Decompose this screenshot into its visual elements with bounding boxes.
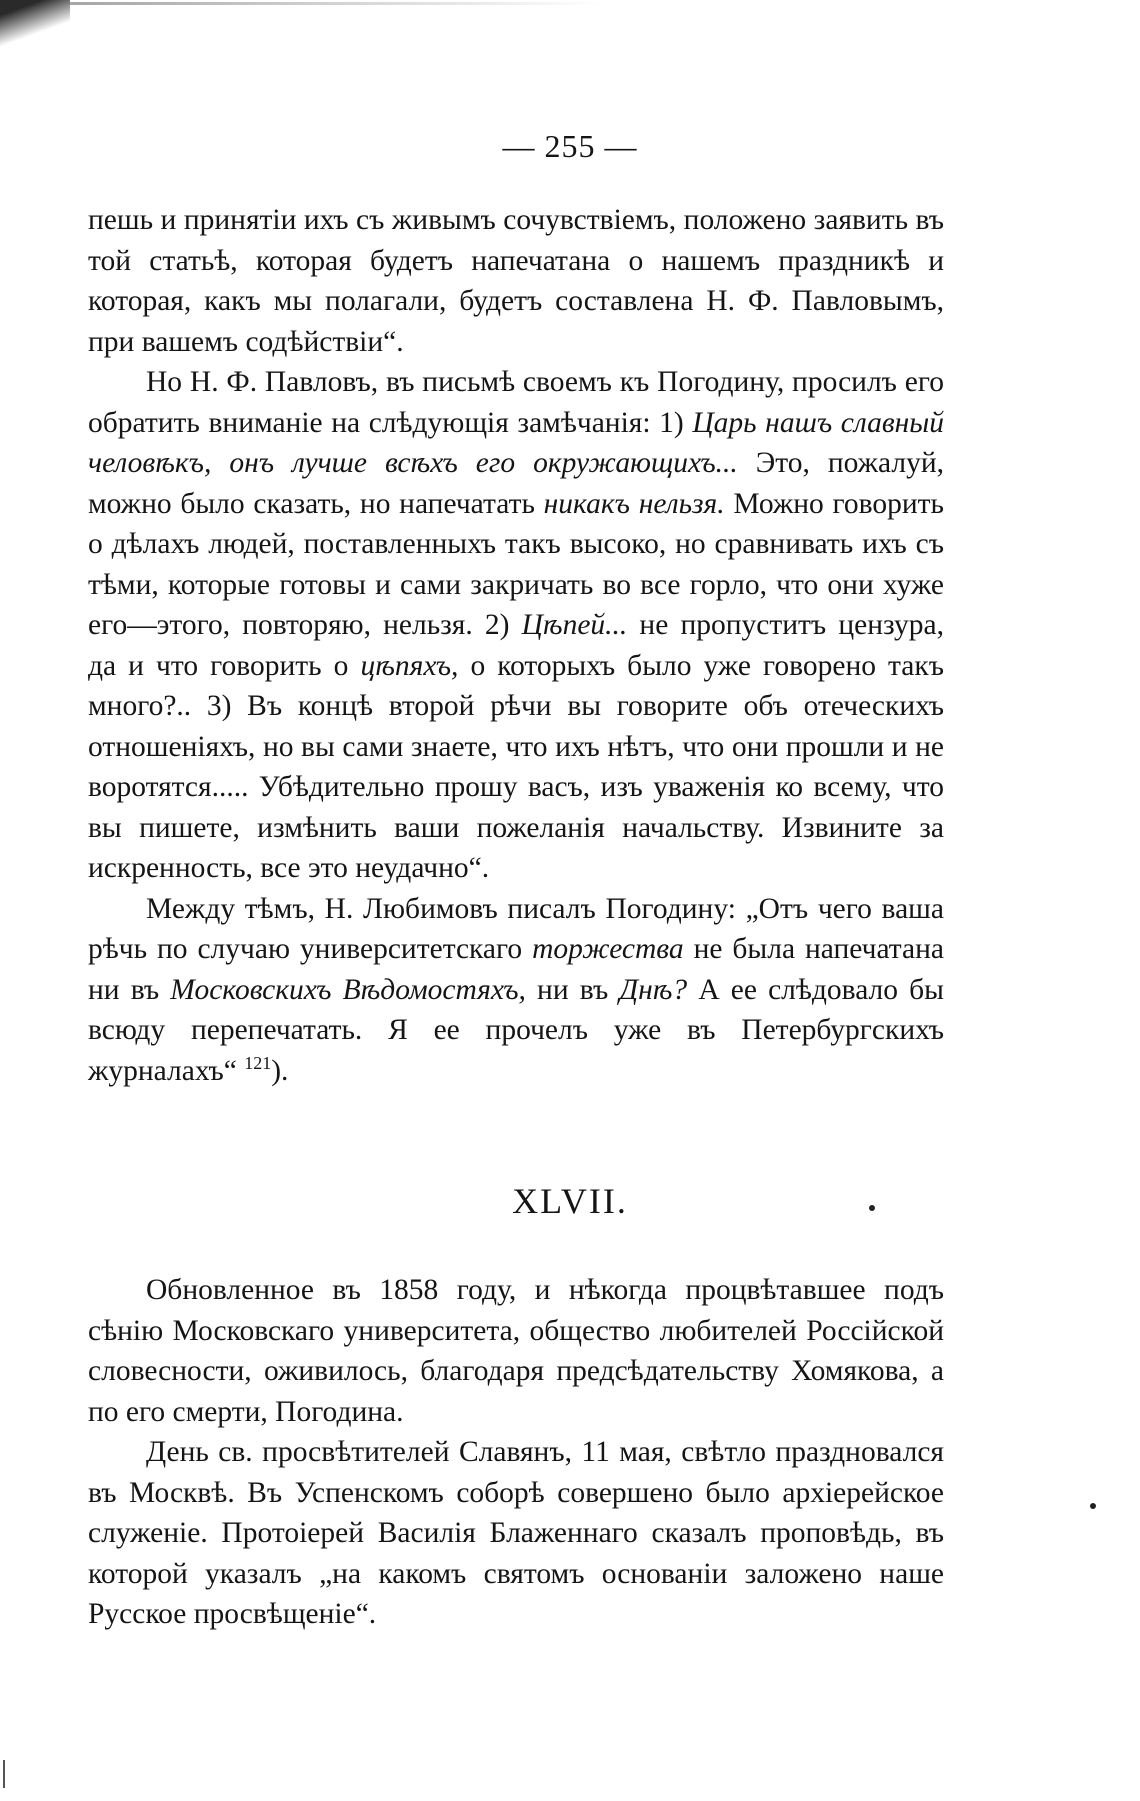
italic-quote-chains: Цѣпей... — [521, 609, 628, 641]
text-run: Между тѣмъ, Н. Любимовъ писалъ Погодину: „Отъ чего ваша рѣчь по случаю университетскаго — [88, 892, 944, 965]
text-run: не пропуститъ цензура, да и что говорить о — [88, 609, 944, 682]
italic-chains: цѣпяхъ, — [360, 649, 459, 682]
italic-quote-tsar: Царь нашъ славный человѣкъ, онъ лучше всѣхъ его окружающихъ... — [88, 406, 944, 479]
margin-mark — [3, 1760, 5, 1788]
paragraph-pavlov-letter — [88, 362, 944, 889]
italic-newspaper-den: Днѣ? — [619, 973, 688, 1006]
text-run: Можно говорить о дѣлахъ людей, поставленныхъ такъ высоко, но сравнивать ихъ съ тѣми, которые готовы и сами закричать во все горло, что они хуже его—этого, повторяю, нельзя. 2) — [88, 487, 944, 641]
footnote-reference: 121 — [244, 1052, 272, 1073]
text-run: Но Н. Ф. Павловъ, въ письмѣ своемъ къ Погодину, просилъ его обратить вниманіе на слѣдующія замѣчанія: 1) — [88, 366, 944, 439]
chapter-heading: XLVII. — [512, 1181, 628, 1221]
italic-newspaper-title: Московскихъ Вѣдомостяхъ, — [170, 973, 526, 1006]
italic-emphasis: никакъ нельзя. — [543, 487, 725, 520]
text-run: не была напечатана ни въ — [88, 933, 944, 1006]
paragraph-society: Обновленное въ 1858 году, и нѣкогда процвѣтавшее подъ сѣнію Московскаго университета, общество любителей Россійской словесности, оживилось, благодаря предсѣдательству Хомякова, а по его смерти, Погодина. — [88, 1274, 944, 1428]
text-block-chapter — [88, 1270, 944, 1635]
paragraph-continuation: пешь и принятіи ихъ съ живымъ сочувствіемъ, положено заявить въ той статьѣ, которая будетъ напечатана о нашемъ праздникѣ и которая, какъ мы полагали, будетъ составлена Н. Ф. Павловымъ, при вашемъ содѣйствіи“. — [88, 204, 944, 358]
page-number: — 255 — — [502, 128, 638, 164]
text-run: А ее слѣдовало бы всюду перепечатать. Я ее прочелъ уже въ Петербургскихъ журналахъ“ — [88, 973, 944, 1087]
stray-dot — [869, 1205, 875, 1211]
italic-celebration: торжества — [532, 933, 684, 965]
scan-edge-mark — [0, 0, 70, 60]
text-run: о которыхъ было уже говорено такъ много?.. 3) Въ концѣ второй рѣчи вы говорите объ отеческихъ отношеніяхъ, но вы сами знаете, что ихъ нѣтъ, что они прошли и не воротятся..... Убѣдительно прошу васъ, изъ уваженія ко всему, что вы пишете, измѣнить ваши пожеланія начальству. Извините за искренность, все это неудачно“. — [88, 649, 944, 884]
scan-edge-line — [70, 2, 630, 5]
text-run: ни въ — [525, 973, 620, 1006]
text-run: Это, пожалуй, можно было сказать, но напечатать — [88, 447, 944, 520]
text-block-continued — [88, 200, 944, 1091]
text-run: ). — [271, 1054, 289, 1087]
paragraph-slavic-enlighteners: День св. просвѣтителей Славянъ, 11 мая, свѣтло праздновался въ Москвѣ. Въ Успенскомъ соборѣ совершено было архіерейское служеніе. Протоіерей Василія Блаженнаго сказалъ проповѣдь, въ которой указалъ „на какомъ святомъ основаніи заложено наше Русское просвѣщеніе“. — [88, 1436, 944, 1630]
stray-dot — [1090, 1503, 1096, 1509]
paragraph-lyubimov-letter — [88, 889, 944, 1092]
